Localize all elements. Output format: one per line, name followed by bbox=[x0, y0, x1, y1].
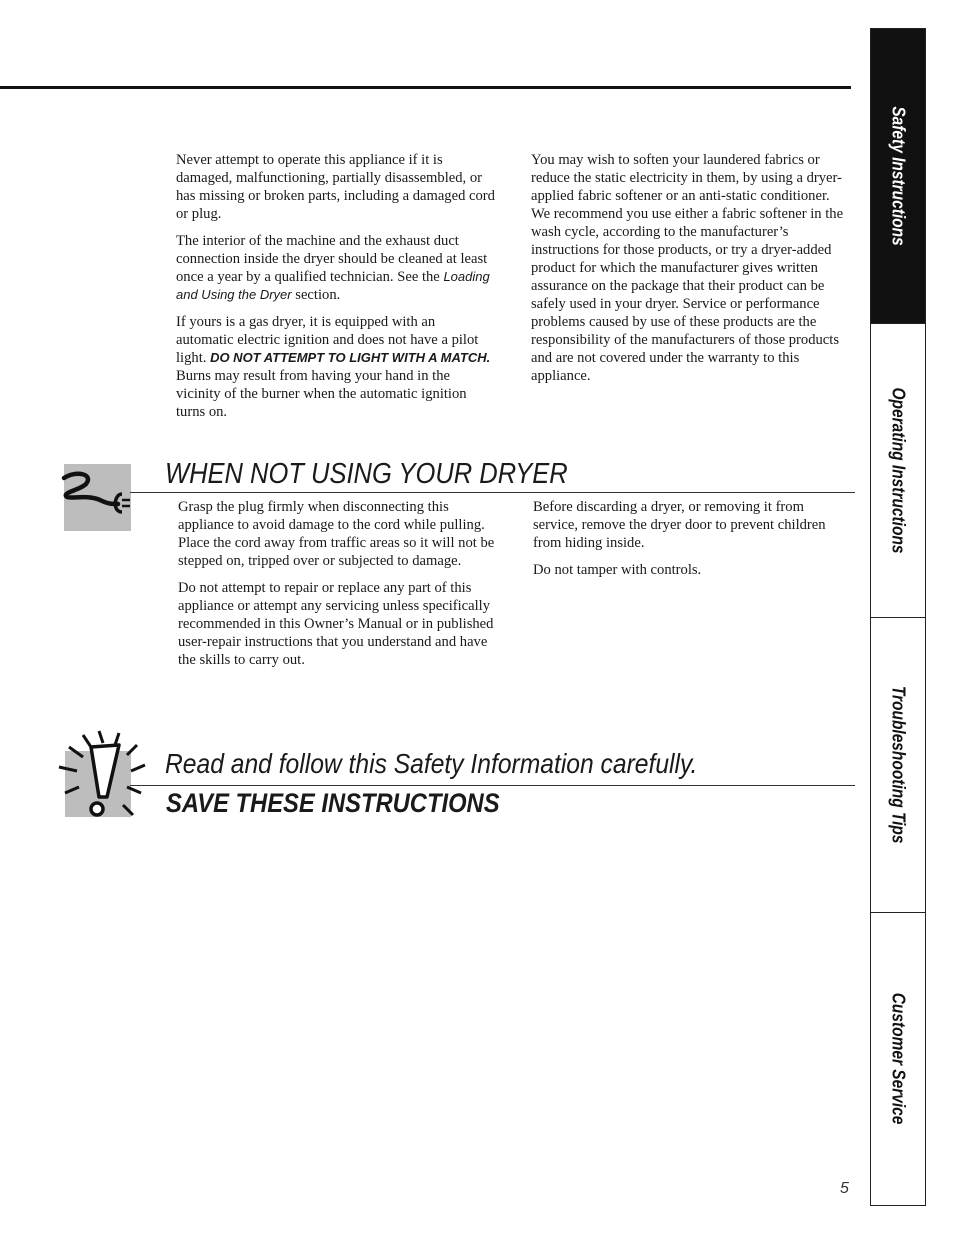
paragraph-fabric-softener: You may wish to soften your laundered fabrics or reduce the static electricity in them, by using a dryer-applied fabric softener or an anti-static conditioner. We recommend you use either a fabric softener in the wash cycle, according to the manufacturer’s instructions for those products, or try a dryer-added product for which the manufacturer gives written assurance on the package that their product can be safely used in your dryer. Service or performance problems caused by use of these products are the responsibility of the manufacturers of those products and are not covered under the warranty to this appliance. bbox=[531, 152, 844, 384]
section-rule-not-using bbox=[130, 492, 855, 493]
tab-customer-service[interactable] bbox=[871, 913, 925, 1205]
paragraph-no-repair: Do not attempt to repair or replace any part of this appliance or attempt any servicing unless specifically recommended in this Owner’s Manual or in published user-repair instructions that you understand and have the skills to carry out. bbox=[178, 580, 494, 668]
safety-information-notice: Read and follow this Safety Information carefully. bbox=[165, 748, 698, 779]
match-warning: DO NOT ATTEMPT TO LIGHT WITH A MATCH. bbox=[210, 350, 491, 365]
paragraph-gas-dryer bbox=[176, 313, 496, 421]
gas-text-end: Burns may result from having your hand in the vicinity of the burner when the automatic ignition turns on. bbox=[176, 368, 467, 420]
warning-icon-box bbox=[65, 751, 131, 817]
save-instructions-heading: SAVE THESE INSTRUCTIONS bbox=[166, 788, 500, 818]
tab-troubleshooting-tips[interactable] bbox=[871, 618, 925, 913]
tab-safety-instructions[interactable] bbox=[871, 29, 925, 324]
tab-label: Troubleshooting Tips bbox=[888, 686, 909, 844]
cleaning-text: The interior of the machine and the exhaust duct connection inside the dryer should be cleaned at least once a year by a qualified technician. See the bbox=[176, 233, 488, 285]
section-title-not-using: WHEN NOT USING YOUR DRYER bbox=[165, 458, 568, 490]
side-tab-bar bbox=[870, 28, 926, 1206]
not-using-left-column bbox=[178, 498, 498, 678]
page-number: 5 bbox=[840, 1180, 849, 1197]
not-using-right-column bbox=[533, 498, 849, 588]
gas-text: If yours is a gas dryer, it is equipped with an automatic electric ignition and does not have a pilot light. bbox=[176, 314, 479, 366]
top-rule bbox=[0, 86, 851, 89]
cleaning-text-end: section. bbox=[291, 287, 341, 303]
paragraph-discarding: Before discarding a dryer, or removing it from service, remove the dryer door to prevent children from hiding inside. bbox=[533, 499, 826, 551]
tab-operating-instructions[interactable] bbox=[871, 324, 925, 618]
top-left-column bbox=[176, 151, 496, 430]
tab-label: Operating Instructions bbox=[888, 387, 909, 554]
tab-label: Customer Service bbox=[888, 993, 909, 1125]
tab-label: Safety Instructions bbox=[888, 106, 909, 246]
cord-icon-box bbox=[64, 464, 131, 531]
paragraph-tamper: Do not tamper with controls. bbox=[533, 562, 702, 578]
section-reference: Loading and Using the Dryer bbox=[176, 269, 490, 302]
paragraph-cleaning bbox=[176, 232, 496, 304]
section-rule-safety bbox=[130, 785, 855, 786]
paragraph-damaged-appliance: Never attempt to operate this appliance if it is damaged, malfunctioning, partially disassembled, or has missing or broken parts, including a damaged cord or plug. bbox=[176, 152, 495, 222]
exclamation-warning-icon bbox=[53, 727, 153, 827]
top-right-column bbox=[531, 151, 849, 394]
power-cord-plug-icon bbox=[56, 464, 136, 531]
paragraph-grasp-plug: Grasp the plug firmly when disconnecting this appliance to avoid damage to the cord while pulling. Place the cord away from traffic areas so it will not be stepped on, tripped over or subjected to damage. bbox=[178, 499, 495, 569]
